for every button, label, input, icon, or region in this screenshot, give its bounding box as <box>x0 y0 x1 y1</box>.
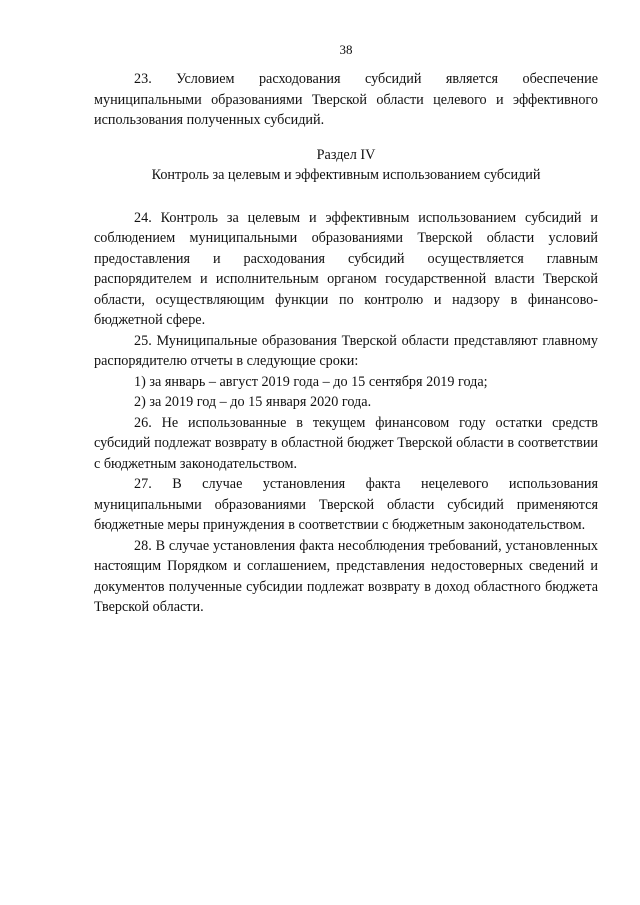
paragraph-28: 28. В случае установления факта несоблюдения требований, установленных настоящим Порядком и соглашением, представления недостоверных сведений и документов полученные субсидии подлежат возврату в доход областного бюджета Тверской области. <box>94 537 598 615</box>
paragraph-25-item-1: 1) за январь – август 2019 года – до 15 сентября 2019 года; <box>134 373 488 390</box>
paragraph-27: 27. В случае установления факта нецелевого использования муниципальными образованиями Тверской области субсидий применяются бюджетные меры принуждения в соответствии с бюджетным законодательством. <box>94 476 598 533</box>
section-label: Раздел IV <box>316 146 376 163</box>
paragraph-25-item-2: 2) за 2019 год – до 15 января 2020 года. <box>134 394 372 410</box>
spacer <box>94 186 598 208</box>
page-number: 38 <box>339 42 353 57</box>
document-body <box>94 69 598 618</box>
paragraph-26: 26. Не использованные в текущем финансовом году остатки средств субсидий подлежат возврату в областной бюджет Тверской области в соответствии с бюджетным законодательством. <box>94 414 598 472</box>
spacer <box>94 131 598 145</box>
paragraph-23: 23. Условием расходования субсидий является обеспечение муниципальными образованиями Тверской области целевого и эффективного использования полученных субсидий. <box>94 71 598 128</box>
paragraph-24: 24. Контроль за целевым и эффективным использованием субсидий и соблюдением муниципальными образованиями Тверской области условий предоставления и расходования субсидий осуществляется главным распорядителем и исполнительным органом государственной власти Тверской области, осуществляющим функции по контролю и надзору в финансово-бюджетной сфере. <box>94 209 598 328</box>
paragraph-25: 25. Муниципальные образования Тверской области представляют главному распорядителю отчеты в следующие сроки: <box>94 332 598 369</box>
section-title: Контроль за целевым и эффективным использованием субсидий <box>151 167 541 183</box>
